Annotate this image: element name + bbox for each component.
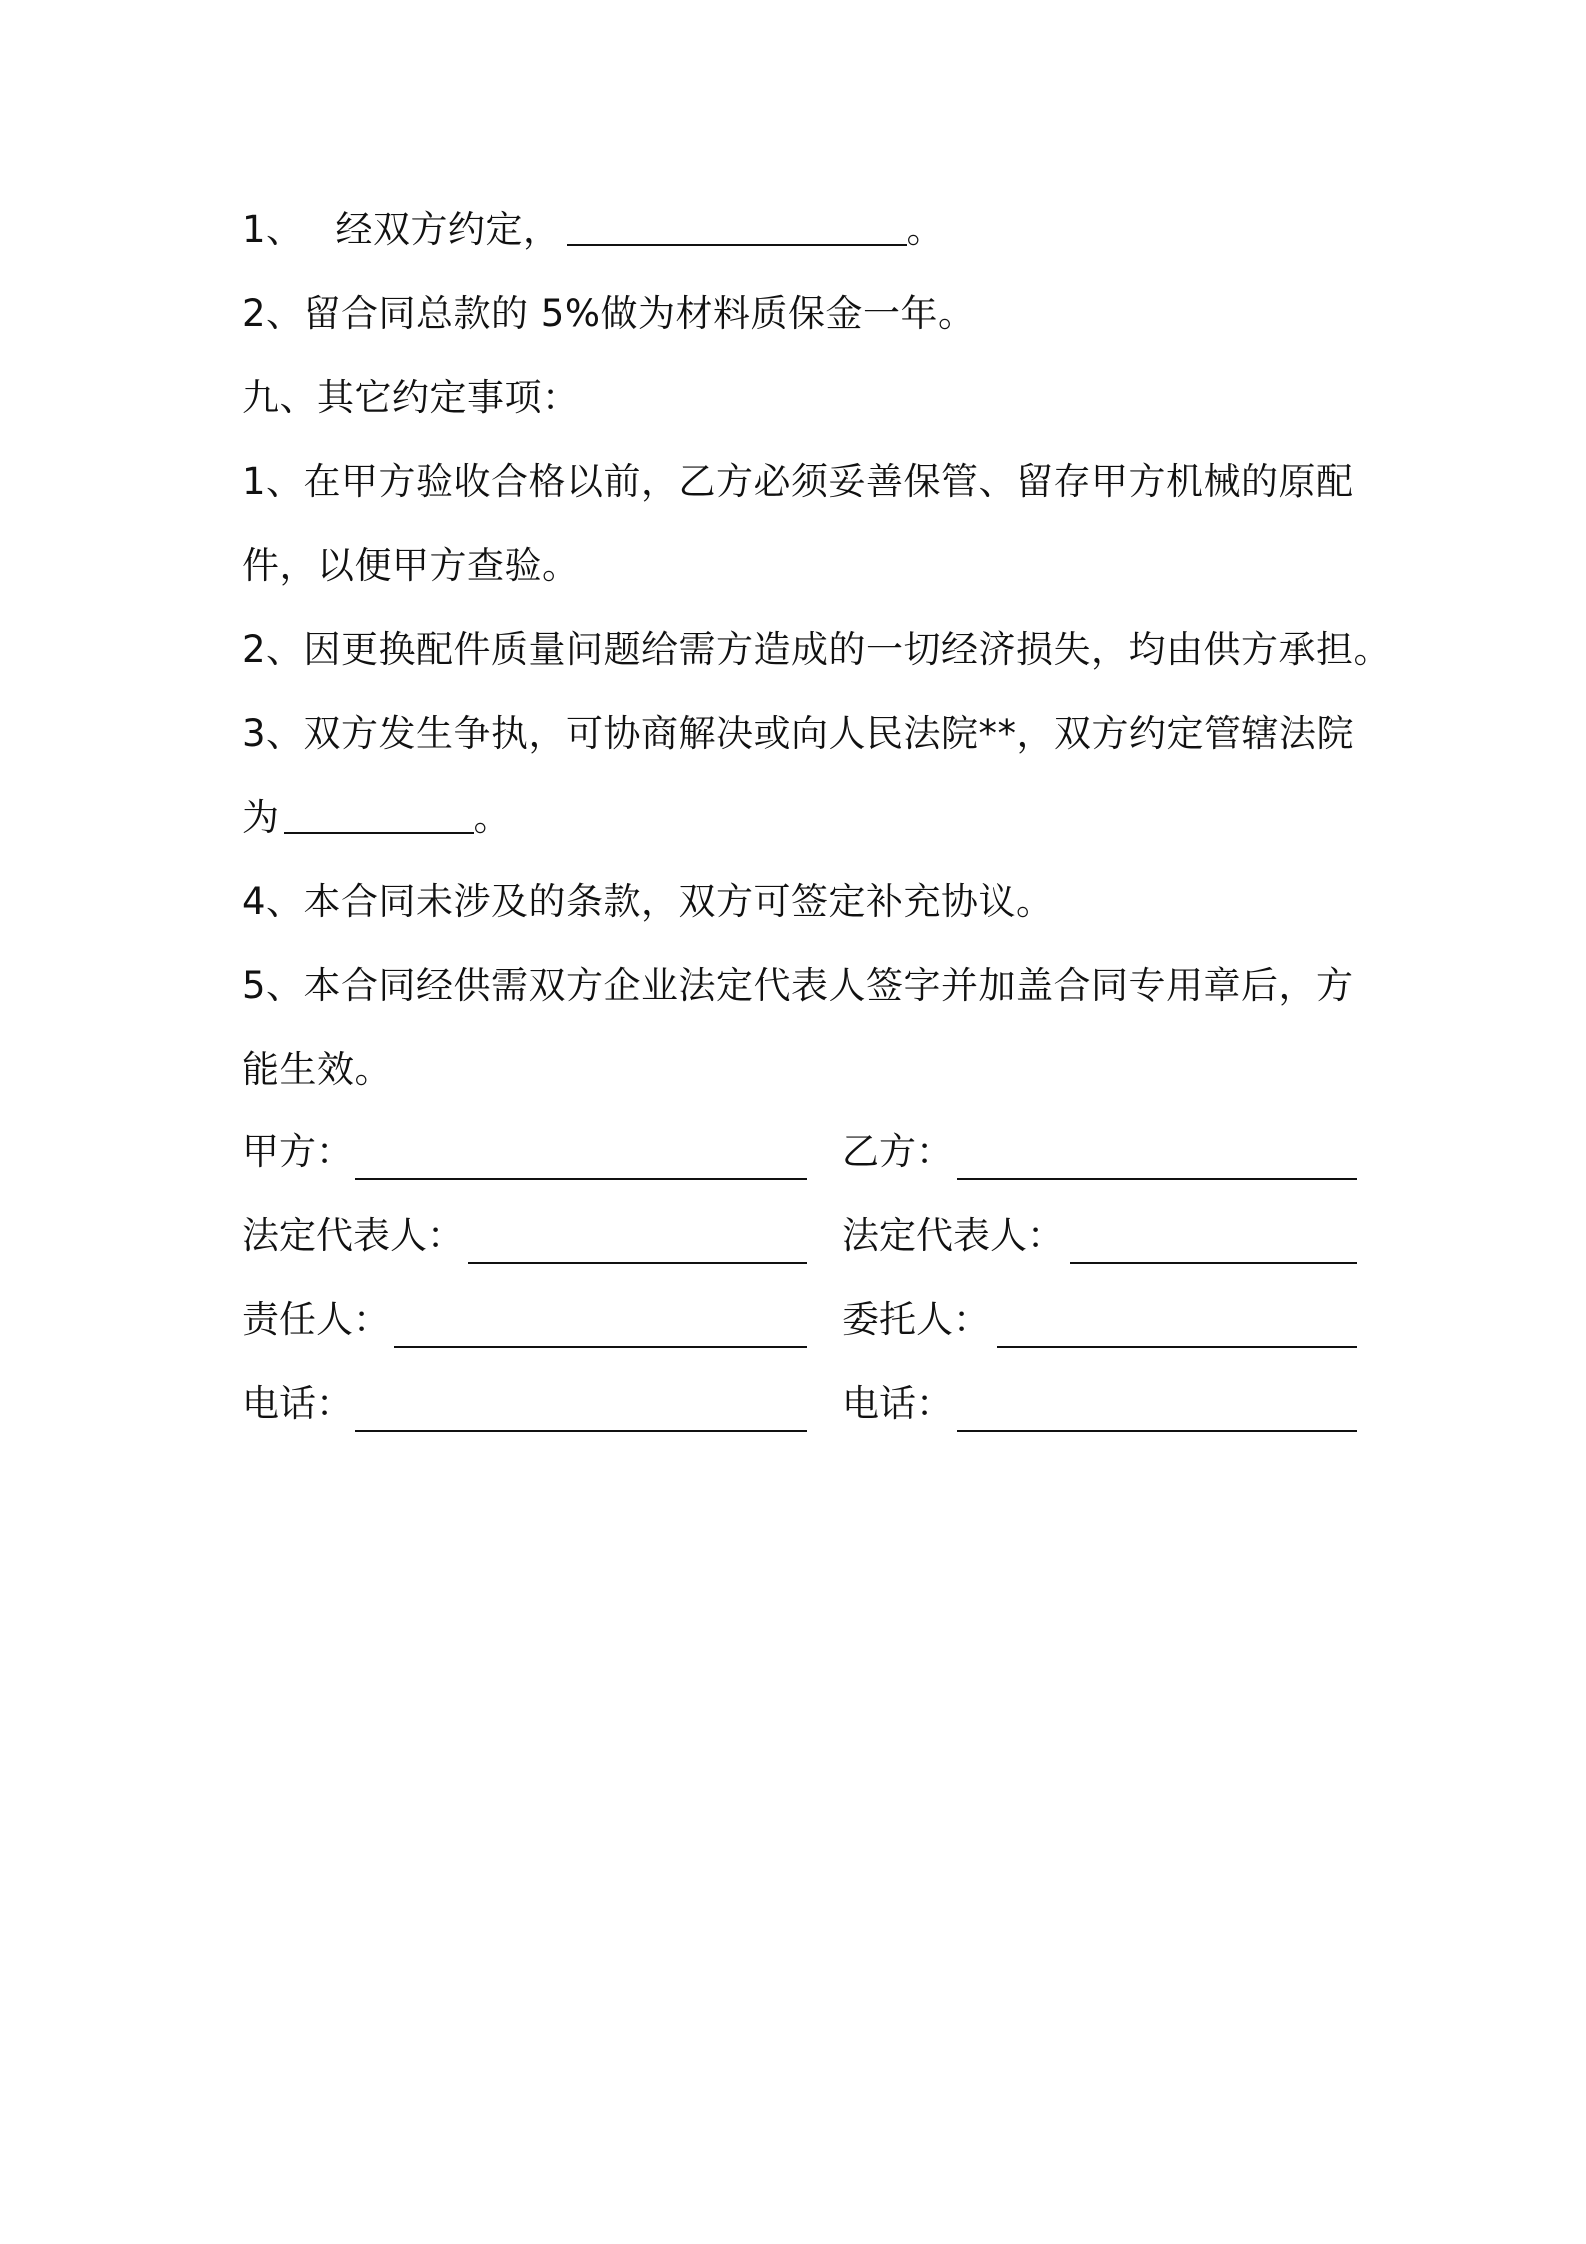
- party-a-label: 甲方：: [242, 1130, 353, 1173]
- party-b-agent-field: [842, 1296, 1357, 1352]
- signature-row-responsible: [242, 1296, 1357, 1352]
- party-a-phone-line[interactable]: [355, 1430, 807, 1432]
- clause-supplement: 4、本合同未涉及的条款，双方可签定补充协议。: [242, 880, 1054, 923]
- clause-effective-line2: 能生效。: [242, 1048, 392, 1091]
- party-b-legal-rep-line[interactable]: [1070, 1262, 1357, 1264]
- party-a-legal-rep-line[interactable]: [468, 1262, 807, 1264]
- party-b-line[interactable]: [957, 1178, 1357, 1180]
- payment-terms-blank[interactable]: [567, 208, 907, 246]
- party-a-responsible-label: 责任人：: [242, 1298, 390, 1341]
- party-b-phone-field: [842, 1380, 1357, 1436]
- clause-quality-loss: 2、因更换配件质量问题给需方造成的一切经济损失，均由供方承担。: [242, 628, 1392, 671]
- party-b-agent-line[interactable]: [997, 1346, 1357, 1348]
- signature-row-party: [242, 1128, 1357, 1184]
- party-b-phone-label: 电话：: [842, 1382, 953, 1425]
- party-b-legal-rep-label: 法定代表人：: [842, 1214, 1064, 1257]
- party-a-responsible-line[interactable]: [394, 1346, 807, 1348]
- signature-row-legal-rep: [242, 1212, 1357, 1268]
- party-a-legal-rep-label: 法定代表人：: [242, 1214, 464, 1257]
- clause-dispute-line2: 为 。: [242, 796, 511, 839]
- party-b-agent-label: 委托人：: [842, 1298, 990, 1341]
- clause-keep-parts-line1: 1、在甲方验收合格以前，乙方必须妥善保管、留存甲方机械的原配: [242, 460, 1354, 503]
- party-a-legal-rep-field: [242, 1212, 807, 1268]
- party-a-field: [242, 1128, 807, 1184]
- court-name-blank[interactable]: [284, 796, 474, 834]
- party-a-responsible-field: [242, 1296, 807, 1352]
- party-b-field: [842, 1128, 1357, 1184]
- signature-row-phone: [242, 1380, 1357, 1436]
- clause-payment-agreement: 1、 经双方约定， 。: [242, 208, 945, 251]
- party-b-phone-line[interactable]: [957, 1430, 1357, 1432]
- party-a-line[interactable]: [355, 1178, 807, 1180]
- clause-keep-parts-line2: 件，以便甲方查验。: [242, 544, 580, 587]
- party-b-legal-rep-field: [842, 1212, 1357, 1268]
- clause-dispute-line1: 3、双方发生争执，可协商解决或向人民法院**，双方约定管辖法院: [242, 712, 1355, 755]
- clause-effective-line1: 5、本合同经供需双方企业法定代表人签字并加盖合同专用章后，方: [242, 964, 1354, 1007]
- party-a-phone-label: 电话：: [242, 1382, 353, 1425]
- clause-warranty-deposit: 2、留合同总款的 5%做为材料质保金一年。: [242, 292, 976, 335]
- section-heading-other-terms: 九、其它约定事项：: [242, 376, 580, 419]
- party-b-label: 乙方：: [842, 1130, 953, 1173]
- party-a-phone-field: [242, 1380, 807, 1436]
